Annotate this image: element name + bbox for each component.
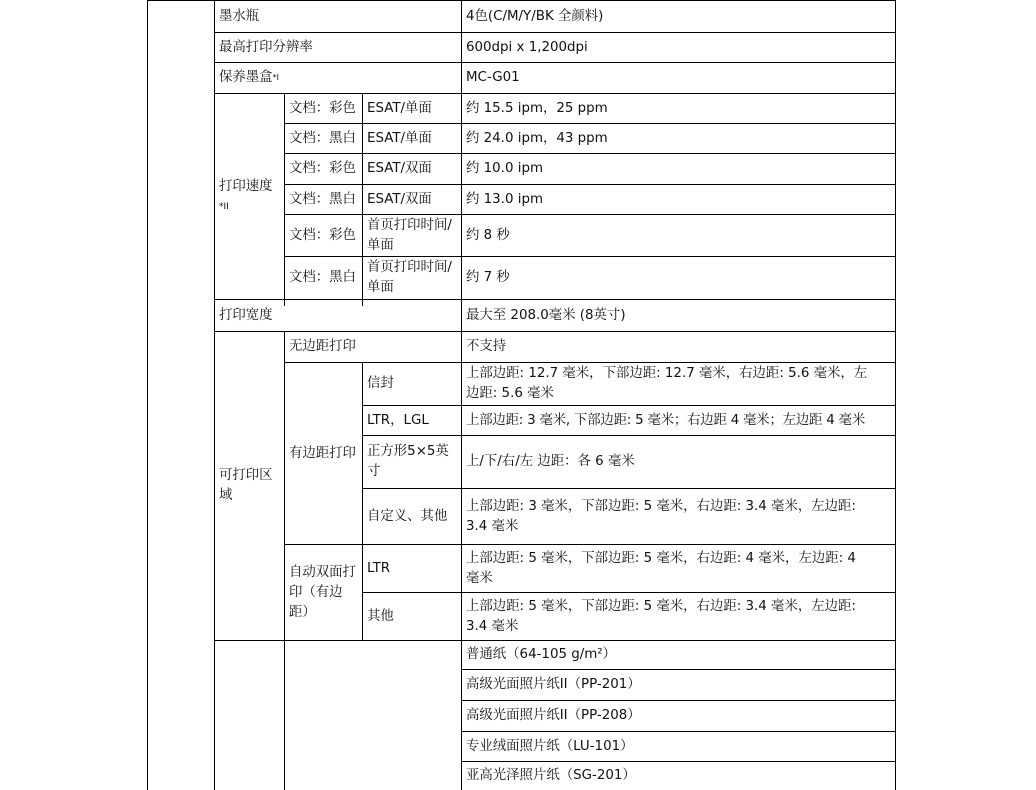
paper-type-line: 正方形5×5英 (367, 444, 449, 459)
speed-mode: ESAT/单面 (367, 130, 432, 146)
print-width-label: 打印宽度 (219, 307, 273, 323)
bordered-label: 有边距打印 (289, 445, 356, 461)
speed-value: 约 8 秒 (466, 227, 510, 243)
maintenance-cartridge-text: 保养墨盒 (219, 70, 273, 85)
media-item: 普通纸（64-105 g/m²） (466, 647, 617, 662)
max-resolution-value: 600dpi x 1,200dpi (466, 39, 588, 55)
print-speed-label (215, 94, 284, 299)
margin-value-line: 上部边距: 12.7 毫米，下部边距: 12.7 毫米，右边距: 5.6 毫米，左 (466, 366, 868, 381)
margin-value (462, 545, 895, 592)
margin-value (462, 489, 895, 544)
speed-doc-type: 文档：黑白 (289, 130, 356, 146)
speed-doc-type: 文档：黑白 (289, 191, 356, 207)
margin-value-line: 3.4 毫米 (466, 618, 519, 634)
auto-duplex-label (285, 545, 362, 640)
speed-doc-type: 文档：彩色 (289, 161, 356, 176)
maintenance-cartridge-value: MC-G01 (466, 70, 520, 85)
speed-doc-type: 文档：黑白 (289, 270, 356, 285)
printable-area-label (215, 332, 284, 640)
print-speed-text: 打印速度 (219, 178, 273, 194)
paper-type: LTR (367, 560, 391, 576)
print-width-value: 最大至 208.0毫米 (8英寸) (466, 307, 626, 323)
auto-duplex-line: 印（有边 (289, 584, 343, 600)
margin-value (462, 363, 895, 405)
media-item: 高级光面照片纸II（PP-201） (466, 677, 641, 692)
maintenance-cartridge-label: 保养墨盒 *I (215, 63, 461, 93)
table-border (147, 0, 148, 790)
media-item: 专业绒面照片纸（LU-101） (466, 738, 634, 754)
speed-mode-line: 单面 (367, 280, 394, 295)
media-item: 亚高光泽照片纸（SG-201） (466, 768, 636, 783)
paper-type: LTR，LGL (367, 412, 429, 428)
speed-doc-type: 文档：彩色 (289, 227, 356, 243)
paper-type: 信封 (367, 376, 394, 391)
borderless-value: 不支持 (466, 339, 507, 354)
speed-value: 约 10.0 ipm (466, 161, 543, 176)
margin-value (462, 593, 895, 640)
margin-value: 上/下/右/左 边距：各 6 毫米 (466, 454, 635, 469)
speed-mode: ESAT/单面 (367, 100, 432, 116)
max-resolution-label: 最高打印分辨率 (219, 39, 313, 55)
speed-mode-line: 首页打印时间/ (367, 260, 452, 275)
ink-bottle-value: 4色(C/M/Y/BK 全颜料) (466, 8, 604, 24)
margin-value-line: 毫米 (466, 570, 493, 586)
paper-type-line: 寸 (367, 464, 381, 479)
paper-type (363, 436, 461, 488)
paper-type: 其他 (367, 608, 394, 624)
footnote-marker: *II (219, 201, 229, 212)
printable-area-line: 域 (219, 488, 233, 503)
speed-value: 约 24.0 ipm，43 ppm (466, 130, 608, 146)
ink-bottle-label: 墨水瓶 (219, 8, 260, 24)
speed-mode: ESAT/双面 (367, 161, 432, 176)
speed-mode (363, 257, 461, 299)
borderless-label: 无边距打印 (289, 339, 356, 354)
paper-type: 自定义、其他 (367, 508, 448, 524)
speed-value: 约 7 秒 (466, 270, 510, 285)
table-border (895, 0, 896, 790)
speed-doc-type: 文档：彩色 (289, 100, 356, 116)
margin-value-line: 上部边距: 5 毫米，下部边距: 5 毫米，右边距: 4 毫米，左边距: 4 (466, 550, 856, 566)
speed-value: 约 13.0 ipm (466, 191, 543, 207)
speed-mode (363, 215, 461, 256)
printable-area-line: 可打印区 (219, 468, 273, 483)
margin-value-line: 上部边距: 3 毫米，下部边距: 5 毫米，右边距: 3.4 毫米，左边距: (466, 498, 856, 514)
margin-value-line: 3.4 毫米 (466, 518, 519, 534)
margin-value: 上部边距: 3 毫米, 下部边距: 5 毫米；右边距 4 毫米；左边距 4 毫米 (466, 412, 866, 428)
media-item: 高级光面照片纸II（PP-208） (466, 708, 641, 723)
speed-mode-line: 单面 (367, 237, 394, 253)
speed-mode-line: 首页打印时间/ (367, 217, 452, 233)
margin-value-line: 上部边距: 5 毫米，下部边距: 5 毫米，右边距: 3.4 毫米，左边距: (466, 598, 856, 614)
auto-duplex-line: 自动双面打 (289, 564, 356, 580)
table-border (284, 640, 285, 790)
auto-duplex-line: 距） (289, 604, 316, 620)
margin-value-line: 边距: 5.6 毫米 (466, 386, 554, 401)
speed-value: 约 15.5 ipm，25 ppm (466, 100, 608, 116)
speed-mode: ESAT/双面 (367, 191, 432, 207)
